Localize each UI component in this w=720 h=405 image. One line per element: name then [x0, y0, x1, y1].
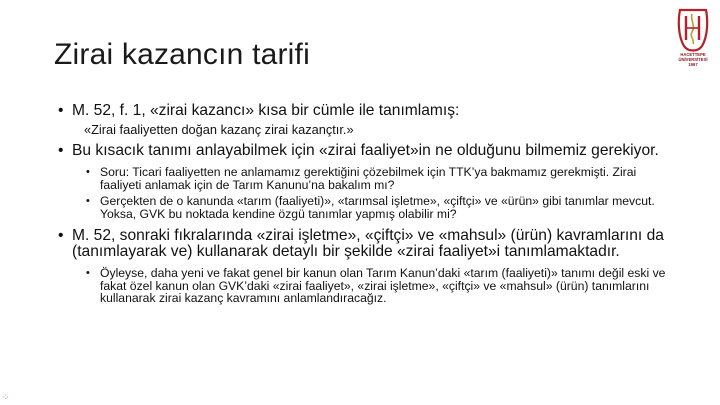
logo-caption-line: 1967	[688, 62, 698, 67]
sub-bullet-text: Gerçekten de o kanunda «tarım (faaliyeti)», «tarımsal işletme», «çiftçi» ve «ürün» gibi tanımlar mevcut. Yoksa, GVK bu noktada kendine özgü tanımlar yapmış olabilir mi?	[100, 194, 655, 221]
sub-bullet-item	[86, 267, 678, 305]
sub-bullet-item	[86, 195, 678, 220]
quote-text: «Zirai faaliyetten doğan kazanç zirai kazançtır.»	[84, 122, 354, 137]
bullet-dot-icon: •	[58, 102, 64, 119]
logo-caption	[668, 52, 718, 67]
logo-caption-line: HACETTEPE	[680, 52, 706, 57]
sub-bullet-item	[86, 166, 678, 191]
bullet-text: M. 52, sonraki fıkralarında «zirai işletme», «çiftçi» ve «mahsul» (ürün) kavramlarını da (tanımlayarak ve) kullanarak detaylı bir şekilde «zirai faaliyet»i tanımlamaktadır.	[72, 227, 664, 260]
sub-bullet-text: Soru: Ticari faaliyetten ne anlamamız gerektiğini çözebilmek için TTK’ya bakmamız gerekmişti. Zirai faaliyeti anlamak için de Tarım Kanunu’na bakalım mı?	[100, 165, 637, 192]
sub-bullet-text: Öyleyse, daha yeni ve fakat genel bir kanun olan Tarım Kanun’daki «tarım (faaliyeti)» tanımı değil eski ve fakat özel kanun olan GVK’daki «zirai faaliyet», «zirai işletme», «çiftçi» ve «mahsul» (ürün) tanımlarını kullanarak zirai kazanç kavramını anlamlandıracağız.	[100, 266, 666, 305]
bullet-dot-icon: •	[58, 142, 64, 159]
bullet-text: M. 52, f. 1, «zirai kazancı» kısa bir cümle ile tanımlamış:	[72, 102, 460, 119]
bullet-item	[58, 228, 678, 260]
slide-title: Zirai kazancın tarifi	[54, 38, 310, 71]
bullet-dot-icon: •	[86, 166, 90, 178]
logo-caption-line: ÜNİVERSİTESİ	[678, 57, 708, 62]
bullet-dot-icon: •	[86, 195, 90, 207]
bullet-dot-icon: •	[86, 267, 90, 279]
corner-mark-icon: ⁘	[2, 392, 10, 402]
bullet-item	[58, 103, 678, 119]
bullet-dot-icon: •	[58, 227, 64, 244]
bullet-text: Bu kısacık tanımı anlayabilmek için «zirai faaliyet»in ne olduğunu bilmemiz gerekiyor.	[72, 142, 659, 159]
bullet-list	[58, 103, 678, 309]
bullet-item	[58, 143, 678, 159]
